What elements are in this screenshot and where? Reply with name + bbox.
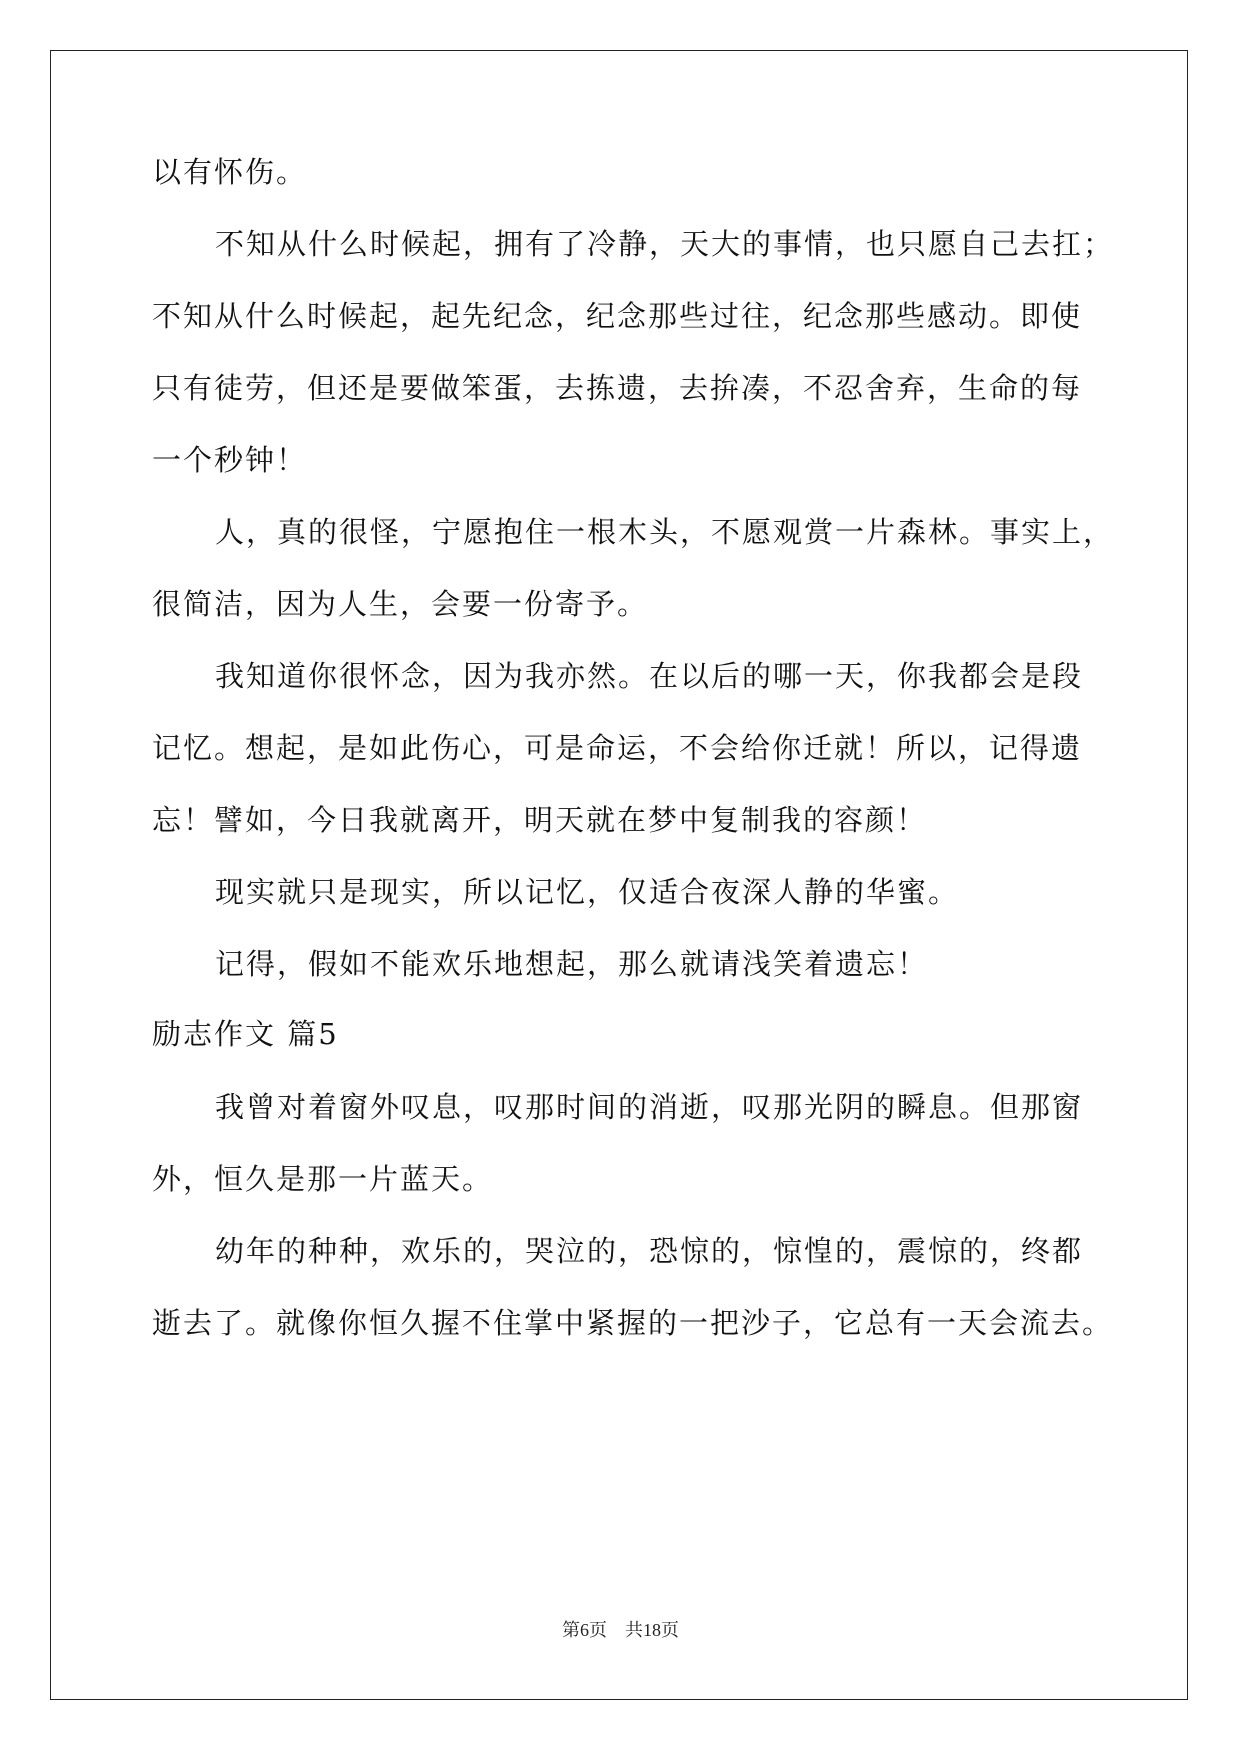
paragraph-start: 我知道你很怀念，因为我亦然。在以后的哪一天，你我都会是段 bbox=[215, 659, 1084, 693]
total-pages: 18 bbox=[643, 1620, 661, 1640]
paragraph-start: 人，真的很怪，宁愿抱住一根木头，不愿观赏一片森林。事实上， bbox=[215, 515, 1115, 549]
paragraph-start: 记得，假如不能欢乐地想起，那么就请浅笑着遗忘！ bbox=[215, 947, 929, 981]
text-line: 一个秒钟！ bbox=[152, 443, 308, 477]
paragraph-start: 不知从什么时候起，拥有了冷静，天大的事情，也只愿自己去扛； bbox=[215, 227, 1115, 261]
total-prefix: 共 bbox=[625, 1620, 643, 1640]
text-line: 不知从什么时候起，起先纪念，纪念那些过往，纪念那些感动。即使 bbox=[152, 299, 1083, 333]
text-line: 逝去了。就像你恒久握不住掌中紧握的一把沙子，它总有一天会流去。 bbox=[152, 1306, 1114, 1340]
text-line: 外，恒久是那一片蓝天。 bbox=[152, 1162, 494, 1196]
text-line: 以有怀伤。 bbox=[152, 155, 308, 189]
total-suffix: 页 bbox=[661, 1620, 679, 1640]
section-heading: 励志作文 篇5 bbox=[152, 1017, 339, 1051]
page-suffix: 页 bbox=[589, 1620, 607, 1640]
page-number: 6 bbox=[580, 1620, 589, 1640]
text-line: 记忆。想起，是如此伤心，可是命运，不会给你迁就！所以，记得遗 bbox=[152, 731, 1083, 765]
page-prefix: 第 bbox=[562, 1620, 580, 1640]
paragraph-start: 幼年的种种，欢乐的，哭泣的，恐惊的，惊惶的，震惊的，终都 bbox=[215, 1234, 1084, 1268]
text-line: 只有徒劳，但还是要做笨蛋，去拣遗，去拚凑，不忍舍弃，生命的每 bbox=[152, 371, 1083, 405]
page-footer bbox=[0, 1618, 1241, 1642]
paragraph-start: 现实就只是现实，所以记忆，仅适合夜深人静的华蜜。 bbox=[215, 875, 960, 909]
paragraph-start: 我曾对着窗外叹息，叹那时间的消逝，叹那光阴的瞬息。但那窗 bbox=[215, 1090, 1084, 1124]
text-line: 忘！譬如，今日我就离开，明天就在梦中复制我的容颜！ bbox=[152, 803, 928, 837]
text-line: 很简洁，因为人生，会要一份寄予。 bbox=[152, 587, 649, 621]
